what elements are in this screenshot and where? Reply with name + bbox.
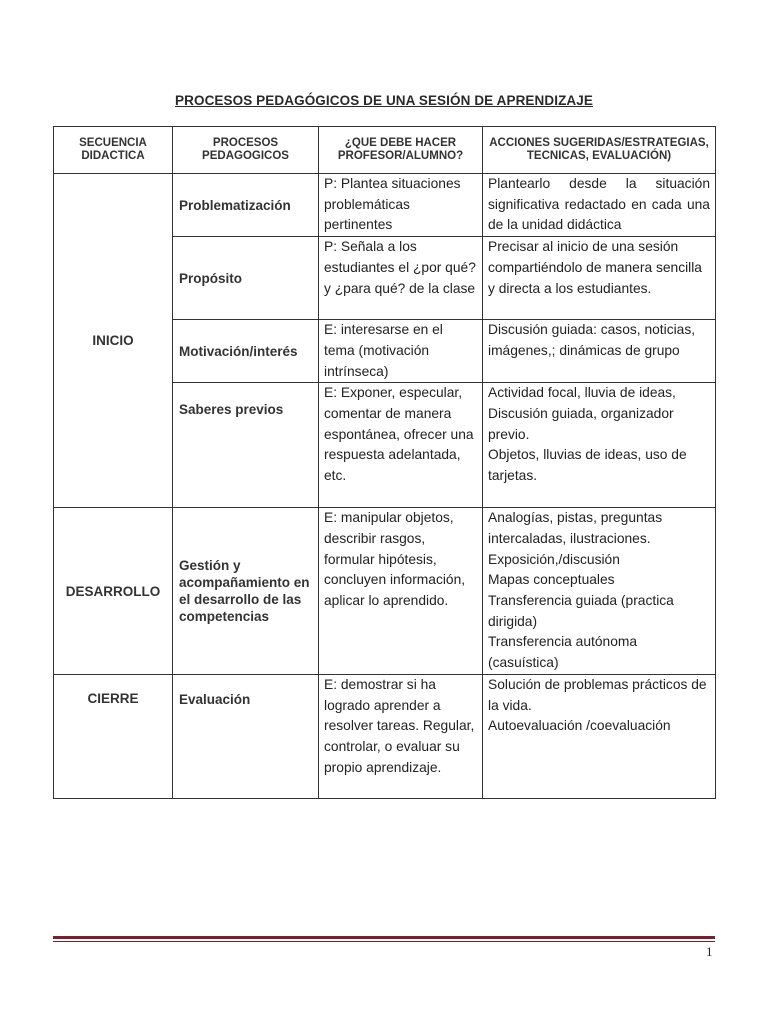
process-name: Propósito <box>173 237 319 320</box>
process-name: Saberes previos <box>173 383 319 508</box>
role-cell: E: Exponer, especular, comentar de manera espontánea, ofrecer una respuesta adelantada, etc. <box>319 383 483 508</box>
action-item: Objetos, lluvias de ideas, uso de tarjetas. <box>488 447 687 484</box>
stage-cierre: CIERRE <box>54 674 173 798</box>
action-item: Actividad focal, lluvia de ideas, <box>488 385 676 401</box>
table-header-row <box>54 127 716 174</box>
role-cell: E: demostrar si ha logrado aprender a resolver tareas. Regular, controlar, o evaluar su propio aprendizaje. <box>319 674 483 798</box>
role-cell: P: Señala a los estudiantes el ¿por qué? y ¿para qué? de la clase <box>319 237 483 320</box>
stage-inicio: INICIO <box>54 174 173 508</box>
action-item: Solución de problemas prácticos de la vida. <box>488 676 707 713</box>
role-cell: P: Plantea situaciones problemáticas pertinentes <box>319 174 483 237</box>
action-item: Mapas conceptuales <box>488 572 615 588</box>
actions-cell <box>483 508 716 675</box>
footer-rule-thick <box>53 936 715 939</box>
actions-cell <box>483 674 716 798</box>
action-item: Transferencia autónoma (casuística) <box>488 634 638 671</box>
pedagogical-processes-table <box>53 126 716 799</box>
table-row <box>54 674 716 798</box>
process-name: Gestión y acompañamiento en el desarrollo de las competencias <box>173 508 319 675</box>
actions-cell <box>483 237 716 320</box>
process-name: Evaluación <box>173 674 319 798</box>
header-acciones: ACCIONES SUGERIDAS/ESTRATEGIAS, TECNICAS, EVALUACIÓN) <box>483 127 716 174</box>
header-secuencia: SECUENCIA DIDACTICA <box>54 127 173 174</box>
role-cell: E: manipular objetos, describir rasgos, formular hipótesis, concluyen información, aplicar lo aprendido. <box>319 508 483 675</box>
table-row <box>54 174 716 237</box>
action-item: Transferencia guiada (practica dirigida) <box>488 593 674 629</box>
page-number: 1 <box>706 944 713 959</box>
header-que-debe-hacer: ¿QUE DEBE HACER PROFESOR/ALUMNO? <box>319 127 483 174</box>
action-item: Discusión guiada: casos, noticias, imágenes,; dinámicas de grupo <box>488 322 696 358</box>
header-procesos: PROCESOS PEDAGOGICOS <box>173 127 319 174</box>
actions-cell <box>483 320 716 383</box>
stage-desarrollo: DESARROLLO <box>54 508 173 675</box>
table-row <box>54 508 716 675</box>
footer-rule-thin <box>53 941 715 942</box>
process-name: Motivación/interés <box>173 320 319 383</box>
role-cell: E: interesarse en el tema (motivación intrínseca) <box>319 320 483 383</box>
action-item: Discusión guiada, organizador previo. <box>488 405 674 442</box>
action-item: Analogías, pistas, preguntas intercaladas, ilustraciones. <box>488 510 663 546</box>
actions-cell <box>483 383 716 508</box>
document-title: PROCESOS PEDAGÓGICOS DE UNA SESIÓN DE APRENDIZAJE <box>175 93 593 108</box>
action-item: Plantearlo desde la situación significativa redactado en cada una de la unidad didáctica <box>488 176 710 233</box>
actions-cell <box>483 174 716 237</box>
action-item: Exposición,/discusión <box>488 551 620 567</box>
action-item: Precisar al inicio de una sesión compartiéndolo de manera sencilla y directa a los estudiantes. <box>488 239 702 296</box>
action-item: Autoevaluación /coevaluación <box>488 718 671 734</box>
process-name: Problematización <box>173 174 319 237</box>
